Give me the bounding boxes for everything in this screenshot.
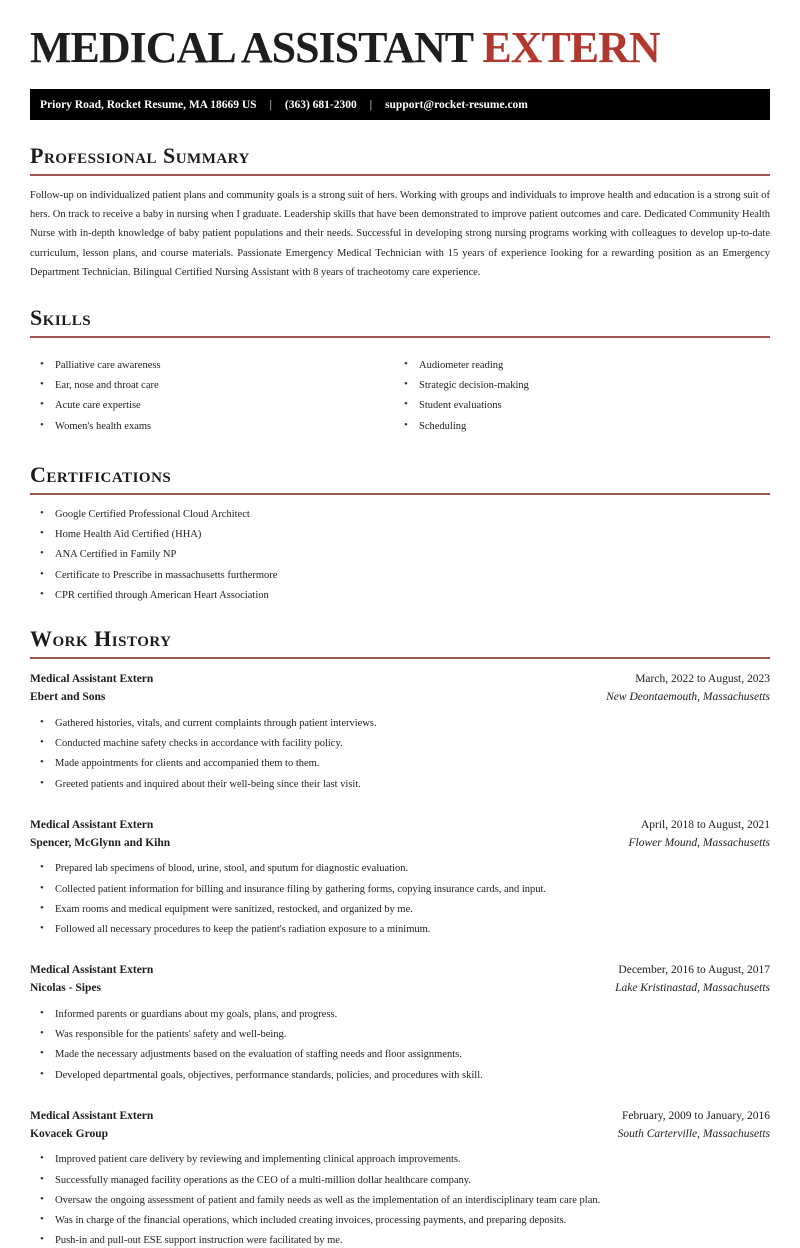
job-bullet: • Conducted machine safety checks in accordance with facility policy. [40, 736, 770, 751]
certifications-heading: Certifications [30, 461, 172, 487]
job-dates: March, 2022 to August, 2023 [635, 673, 770, 686]
job-company-row [30, 689, 770, 707]
job-bullet: • Made appointments for clients and accompanied them to them. [40, 756, 770, 771]
skills-column-left [30, 358, 400, 439]
skill-item: • Palliative care awareness [40, 358, 400, 373]
skill-item: • Acute care expertise [40, 398, 400, 413]
contact-phone: (363) 681-2300 [284, 98, 357, 111]
job-dates: April, 2018 to August, 2021 [640, 818, 770, 831]
certification-item: • Home Health Aid Certified (HHA) [40, 527, 770, 542]
job-title-row [30, 817, 770, 835]
section-certifications [30, 463, 770, 603]
job-title-row [30, 1108, 770, 1126]
certification-item: • Certificate to Prescribe in massachusetts furthermore [40, 568, 770, 583]
job-bullet: • Informed parents or guardians about my goals, plans, and progress. [40, 1007, 770, 1022]
job-company: Spencer, McGlynn and Kihn [30, 836, 171, 849]
job-bullet: • Gathered histories, vitals, and current complaints through patient interviews. [40, 716, 770, 731]
section-professional-summary [30, 144, 770, 282]
job-bullet: • Made the necessary adjustments based on the evaluation of staffing needs and floor assignments. [40, 1047, 770, 1062]
job-location: South Carterville, Massachusetts [617, 1127, 770, 1140]
job-dates: December, 2016 to August, 2017 [618, 964, 770, 977]
job-dates: February, 2009 to January, 2016 [622, 1109, 770, 1122]
contact-email: support@rocket-resume.com [385, 98, 528, 111]
job-bullet: • Followed all necessary procedures to keep the patient's radiation exposure to a minimum. [40, 922, 770, 937]
job-bullet-list [30, 1007, 770, 1083]
skill-item: • Strategic decision-making [404, 378, 770, 393]
job-company-row [30, 980, 770, 998]
job-entry [30, 671, 770, 792]
job-bullet: • Push-in and pull-out ESE support instruction were facilitated by me. [40, 1233, 770, 1248]
job-bullet-list [30, 1152, 770, 1248]
contact-address: Priory Road, Rocket Resume, MA 18669 US [40, 98, 257, 111]
job-bullet: • Developed departmental goals, objectives, performance standards, policies, and procedures with skill. [40, 1068, 770, 1083]
section-divider [30, 657, 770, 659]
job-bullet: • Greeted patients and inquired about their well-being since their last visit. [40, 777, 770, 792]
job-location: Lake Kristinastad, Massachusetts [615, 982, 770, 995]
job-title-row [30, 962, 770, 980]
job-company: Nicolas - Sipes [30, 982, 101, 995]
section-work-history [30, 627, 770, 1248]
job-bullet: • Prepared lab specimens of blood, urine, stool, and sputum for diagnostic evaluation. [40, 861, 770, 876]
page-title-main: MEDICAL ASSISTANT [30, 23, 483, 72]
job-entry [30, 1108, 770, 1248]
certification-item: • ANA Certified in Family NP [40, 547, 770, 562]
job-company: Kovacek Group [30, 1127, 109, 1140]
job-title: Medical Assistant Extern [30, 673, 154, 686]
job-bullet: • Successfully managed facility operations as the CEO of a multi-million dollar healthcare company. [40, 1173, 770, 1188]
skill-item: • Scheduling [404, 419, 770, 434]
certification-item: • CPR certified through American Heart Association [40, 588, 770, 603]
certification-item: • Google Certified Professional Cloud Architect [40, 507, 770, 522]
work-history-heading: Work History [30, 626, 172, 652]
section-divider [30, 493, 770, 495]
job-bullet: • Collected patient information for billing and insurance filing by gathering forms, copying insurance cards, and input. [40, 882, 770, 897]
job-entry [30, 962, 770, 1083]
section-divider [30, 336, 770, 338]
job-title: Medical Assistant Extern [30, 818, 154, 831]
job-title-row [30, 671, 770, 689]
job-bullet-list [30, 716, 770, 792]
job-company-row [30, 1126, 770, 1144]
job-bullet: • Oversaw the ongoing assessment of patient and family needs as well as the implementation of an interdisciplinary team care plan. [40, 1193, 770, 1208]
job-title: Medical Assistant Extern [30, 1109, 154, 1122]
job-bullet: • Exam rooms and medical equipment were sanitized, restocked, and organized by me. [40, 902, 770, 917]
job-bullet: • Was responsible for the patients' safety and well-being. [40, 1027, 770, 1042]
contact-separator: | [369, 98, 373, 111]
job-location: New Deontaemouth, Massachusetts [606, 691, 770, 704]
skills-heading: Skills [30, 304, 92, 330]
job-title: Medical Assistant Extern [30, 964, 154, 977]
certifications-list [30, 507, 770, 603]
job-company: Ebert and Sons [30, 691, 106, 704]
summary-heading: Professional Summary [30, 143, 250, 168]
job-bullet: • Was in charge of the financial operations, which included creating invoices, processing payments, and preparing deposits. [40, 1213, 770, 1228]
contact-bar [30, 89, 770, 120]
skill-item: • Women's health exams [40, 419, 400, 434]
job-bullet: • Improved patient care delivery by reviewing and implementing clinical approach improvements. [40, 1152, 770, 1167]
section-skills [30, 306, 770, 439]
section-divider [30, 174, 770, 176]
skill-item: • Audiometer reading [404, 358, 770, 373]
summary-text: Follow-up on individualized patient plans and community goals is a strong suit of hers. Working with groups and individuals to improve health and education is a strong suit of hers. On track to receive a baby in nursing when I graduate. Leadership skills that have been demonstrated to improve patient outcomes and care. Dedicated Community Health Nurse with in-depth knowledge of baby patient populations and their needs. Successful in developing strong nursing programs working with colleagues to develop up-to-date curriculum, lesson plans, and course materials. Passionate Emergency Medical Technician with 15 years of experience looking for a rewarding position as an Emergency Department Technician. Bilingual Certified Nursing Assistant with 8 years of tracheotomy care experience. [30, 190, 770, 278]
page-title-accent: EXTERN [482, 23, 660, 72]
skill-item: • Ear, nose and throat care [40, 378, 400, 393]
job-location: Flower Mound, Massachusetts [628, 836, 770, 849]
skills-columns [30, 346, 770, 439]
skills-column-right [400, 358, 770, 439]
contact-separator: | [269, 98, 272, 111]
job-entry [30, 817, 770, 938]
skill-item: • Student evaluations [404, 398, 770, 413]
page-title [30, 23, 770, 72]
job-bullet-list [30, 861, 770, 937]
job-company-row [30, 835, 770, 853]
